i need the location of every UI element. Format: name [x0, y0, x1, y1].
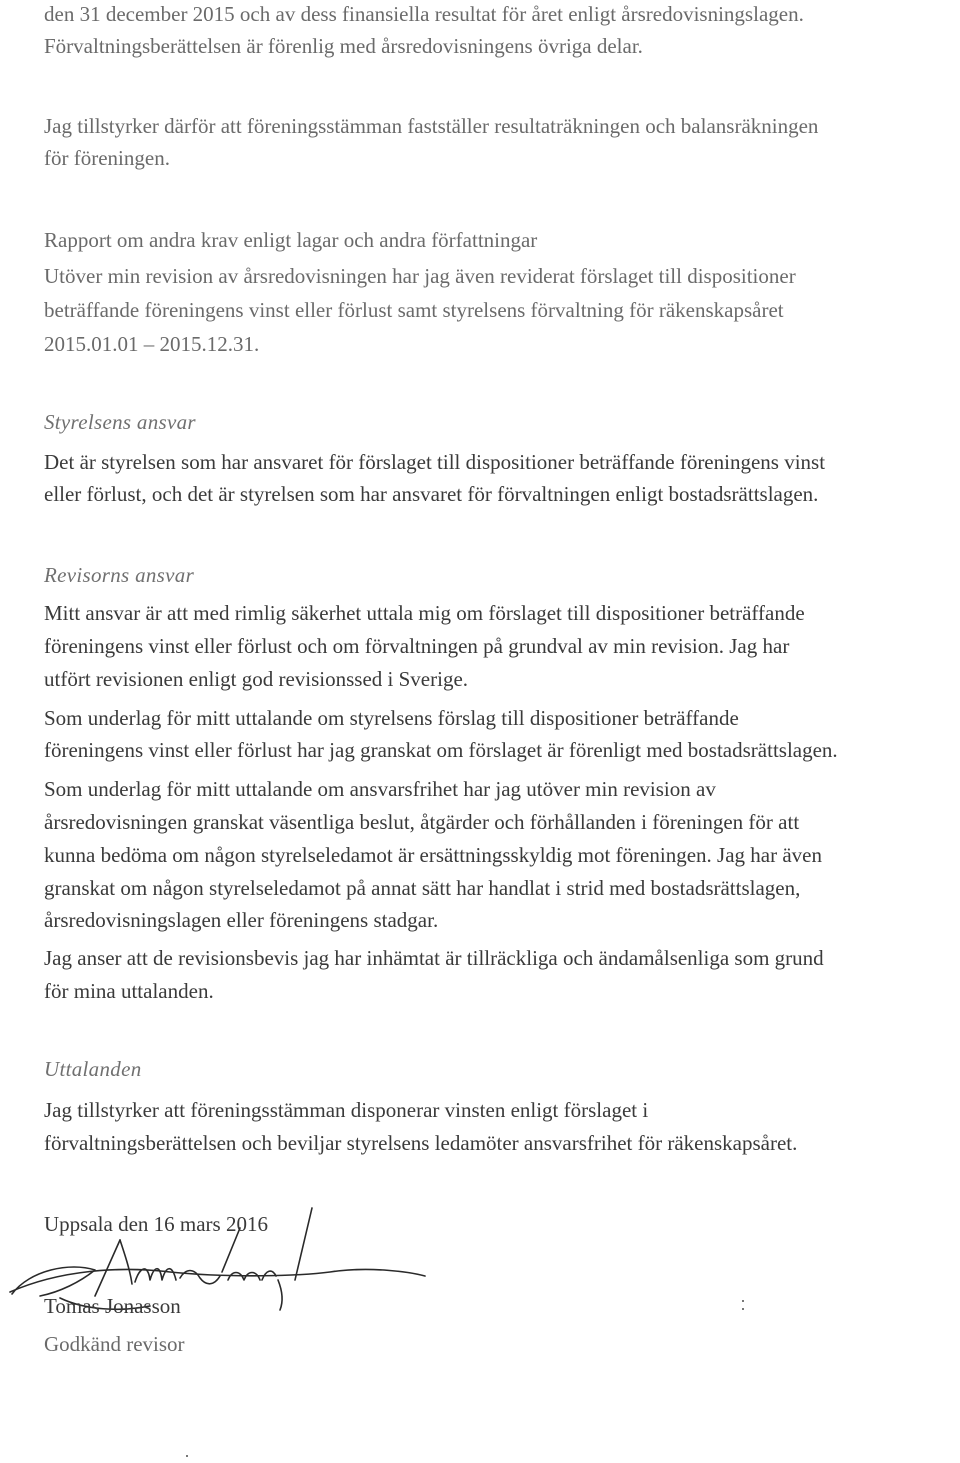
- recommendation-line-1: Jag tillstyrker därför att föreningsstämman fastställer resultaträkningen och balansräkningen: [44, 114, 819, 138]
- report-line-2: beträffande föreningens vinst eller förlust samt styrelsens förvaltning för räkenskapsåret: [44, 298, 784, 322]
- signer-name: Tomas Jonasson: [44, 1294, 181, 1318]
- statements-heading: Uttalanden: [44, 1057, 142, 1081]
- place-date: Uppsala den 16 mars 2016: [44, 1212, 268, 1236]
- auditor-para3-line-5: årsredovisningslagen eller föreningens stadgar.: [44, 908, 439, 932]
- auditor-para4-line-1: Jag anser att de revisionsbevis jag har inhämtat är tillräckliga och ändamålsenliga som grund: [44, 946, 824, 970]
- auditor-para3-line-1: Som underlag för mitt uttalande om ansvarsfrihet har jag utöver min revision av: [44, 777, 716, 801]
- intro-line-1: den 31 december 2015 och av dess finansiella resultat för året enligt årsredovisningslagen.: [44, 2, 804, 26]
- report-line-1: Utöver min revision av årsredovisningen har jag även reviderat förslaget till dispositioner: [44, 264, 796, 288]
- signer-title: Godkänd revisor: [44, 1332, 185, 1356]
- statements-line-2: förvaltningsberättelsen och beviljar styrelsens ledamöter ansvarsfrihet för räkenskapsåret.: [44, 1131, 798, 1155]
- statements-line-1: Jag tillstyrker att föreningsstämman disponerar vinsten enligt förslaget i: [44, 1098, 649, 1122]
- auditor-para1-line-3: utfört revisionen enligt god revisionssed i Sverige.: [44, 667, 469, 691]
- stray-mark: [742, 1308, 744, 1310]
- auditor-para2-line-1: Som underlag för mitt uttalande om styrelsens förslag till dispositioner beträffande: [44, 706, 739, 730]
- stray-mark: [186, 1455, 188, 1457]
- stray-mark: [742, 1300, 744, 1302]
- auditor-para1-line-1: Mitt ansvar är att med rimlig säkerhet uttala mig om förslaget till dispositioner beträffande: [44, 601, 805, 625]
- auditor-heading: Revisorns ansvar: [44, 563, 195, 587]
- board-line-2: eller förlust, och det är styrelsen som har ansvaret för förvaltningen enligt bostadsrättslagen.: [44, 482, 819, 506]
- board-line-1: Det är styrelsen som har ansvaret för förslaget till dispositioner beträffande föreningens vinst: [44, 450, 826, 474]
- auditor-para3-line-4: granskat om någon styrelseledamot på annat sätt har handlat i strid med bostadsrättslagen,: [44, 876, 801, 900]
- auditor-para2-line-2: föreningens vinst eller förlust har jag granskat om förslaget är förenligt med bostadsrättslagen.: [44, 738, 838, 762]
- recommendation-line-2: för föreningen.: [44, 146, 170, 170]
- auditor-para4-line-2: för mina uttalanden.: [44, 979, 214, 1003]
- auditor-para1-line-2: föreningens vinst eller förlust och om förvaltningen på grundval av min revision. Jag har: [44, 634, 790, 658]
- auditor-para3-line-3: kunna bedöma om någon styrelseledamot är ersättningsskyldig mot föreningen. Jag har även: [44, 843, 822, 867]
- report-heading: Rapport om andra krav enligt lagar och andra författningar: [44, 228, 538, 252]
- auditor-para3-line-2: årsredovisningen granskat väsentliga beslut, åtgärder och förhållanden i föreningen för att: [44, 810, 800, 834]
- board-heading: Styrelsens ansvar: [44, 410, 196, 434]
- intro-line-2: Förvaltningsberättelsen är förenlig med årsredovisningens övriga delar.: [44, 34, 643, 58]
- report-line-3: 2015.01.01 – 2015.12.31.: [44, 332, 260, 356]
